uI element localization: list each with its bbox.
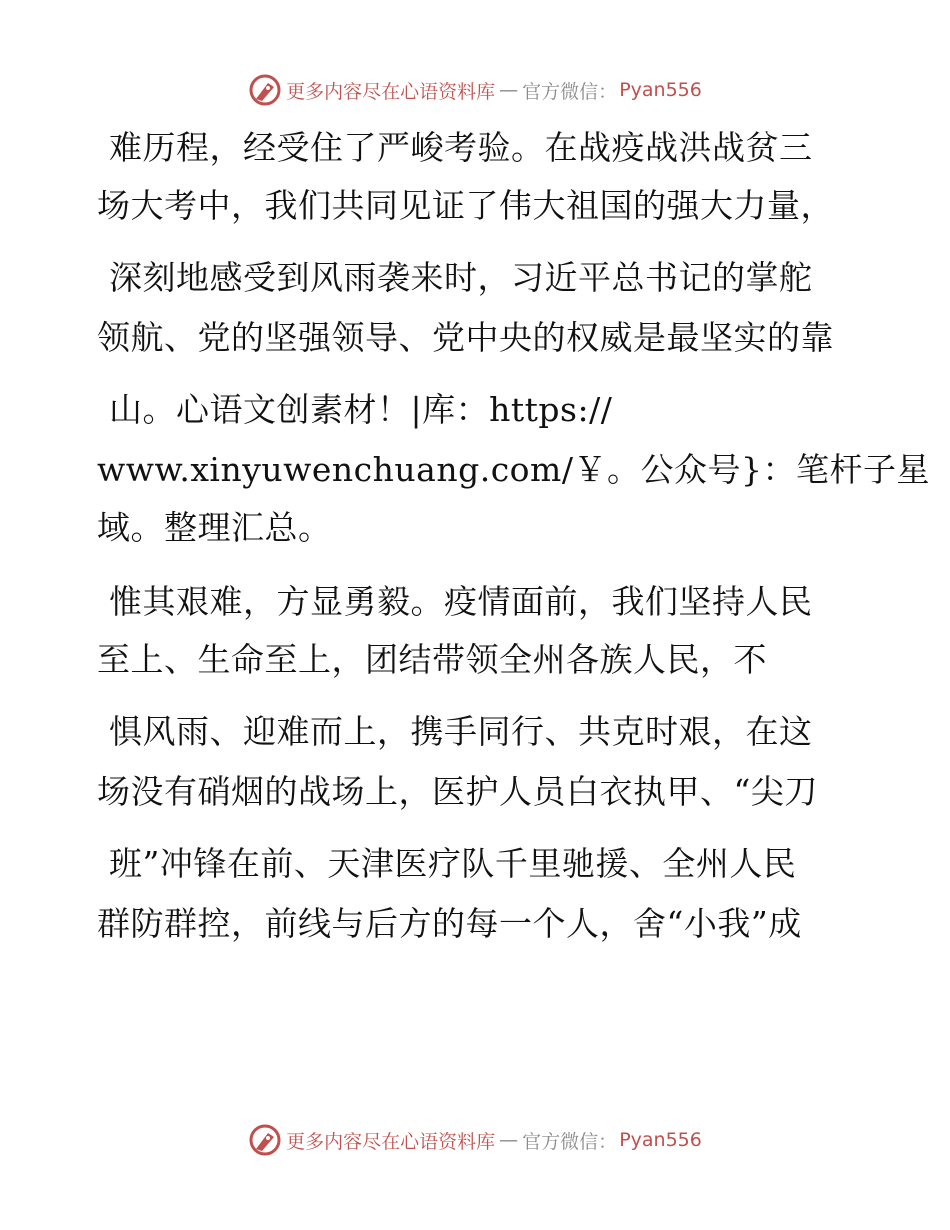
body-line-4: 领航、党的坚强领导、党中央的权威是最坚实的靠 xyxy=(97,318,834,357)
header-wechat-label: 官方微信： xyxy=(522,80,618,103)
body-line-10: 惧风雨、迎难而上，携手同行、共克时艰，在这 xyxy=(109,712,813,751)
header-brand-text: 更多内容尽在心语资料库 xyxy=(286,80,496,103)
footer-brand-text: 更多内容尽在心语资料库 xyxy=(286,1130,496,1153)
footer-dash: — xyxy=(499,1129,519,1151)
body-line-3: 深刻地感受到风雨袭来时，习近平总书记的掌舵 xyxy=(109,258,813,297)
body-line-13: 群防群控，前线与后方的每一个人，舍“小我”成 xyxy=(97,904,802,943)
footer-wechat-account: Pyan556 xyxy=(619,1129,702,1151)
body-line-2: 场大考中，我们共同见证了伟大祖国的强大力量， xyxy=(97,186,834,225)
body-line-7: 域。整理汇总。 xyxy=(97,508,332,547)
body-line-5: 山。心语文创素材！|库：https:// xyxy=(109,390,613,429)
body-line-9: 至上、生命至上，团结带领全州各族人民，不 xyxy=(97,640,767,679)
footer-wechat-label: 官方微信： xyxy=(522,1130,618,1153)
body-line-12: 班”冲锋在前、天津医疗队千里驰援、全州人民 xyxy=(109,844,797,883)
body-line-6: www.xinyuwenchuang.com/￥。公众号}：笔杆子星 xyxy=(97,450,930,489)
body-line-11: 场没有硝烟的战场上，医护人员白衣执甲、“尖刀 xyxy=(97,772,818,811)
body-line-8: 惟其艰难，方显勇毅。疫情面前，我们坚持人民 xyxy=(109,582,813,621)
page-footer-banner xyxy=(0,1120,950,1160)
header-wechat-account: Pyan556 xyxy=(619,79,702,101)
body-line-1: 难历程，经受住了严峻考验。在战疫战洪战贫三 xyxy=(109,128,813,167)
pen-nib-logo-icon xyxy=(248,1123,282,1157)
header-dash: — xyxy=(499,79,519,101)
